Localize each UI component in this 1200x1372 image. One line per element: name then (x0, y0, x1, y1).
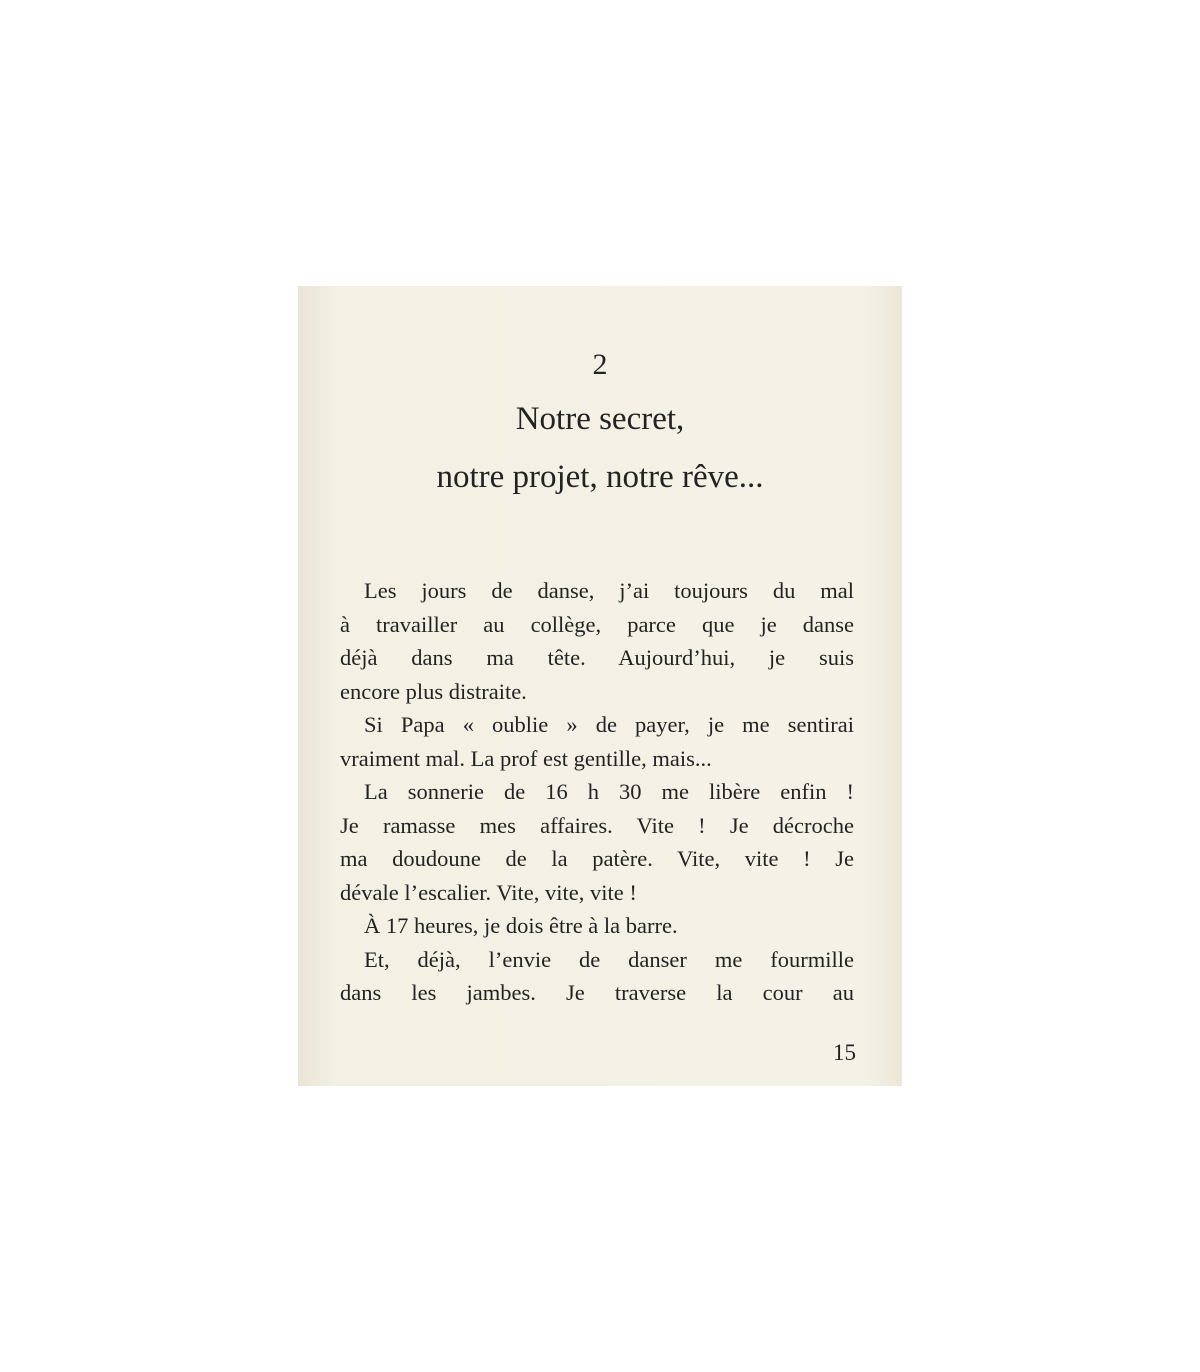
text-line: à travailler au collège, parce que je danse (340, 611, 854, 637)
chapter-title-line: Notre secret, (515, 401, 685, 437)
text-line: Si Papa « oublie » de payer, je me sentirai (364, 712, 854, 737)
text-line: La sonnerie de 16 h 30 me libère enfin ! (364, 779, 854, 804)
text-line: encore plus distraite. (340, 678, 527, 704)
body-text (340, 574, 854, 1010)
text-line: dévale l’escalier. Vite, vite, vite ! (340, 879, 637, 905)
text-line: À 17 heures, je dois être à la barre. (364, 913, 678, 938)
chapter-title-line: notre projet, notre rêve... (436, 459, 764, 495)
text-line: déjà dans ma tête. Aujourd’hui, je suis (340, 645, 854, 670)
book-page (298, 286, 902, 1086)
text-line: ma doudoune de la patère. Vite, vite ! Je (340, 846, 854, 871)
page-number: 15 (833, 1040, 856, 1065)
text-line: Et, déjà, l’envie de danser me fourmille (364, 946, 854, 972)
text-line: vraiment mal. La prof est gentille, mais... (340, 745, 712, 771)
chapter-number: 2 (592, 348, 608, 381)
chapter-title (298, 390, 902, 506)
text-line: Je ramasse mes affaires. Vite ! Je décroche (340, 812, 854, 838)
text-line: dans les jambes. Je traverse la cour au (340, 980, 854, 1005)
text-line: Les jours de danse, j’ai toujours du mal (364, 578, 854, 603)
